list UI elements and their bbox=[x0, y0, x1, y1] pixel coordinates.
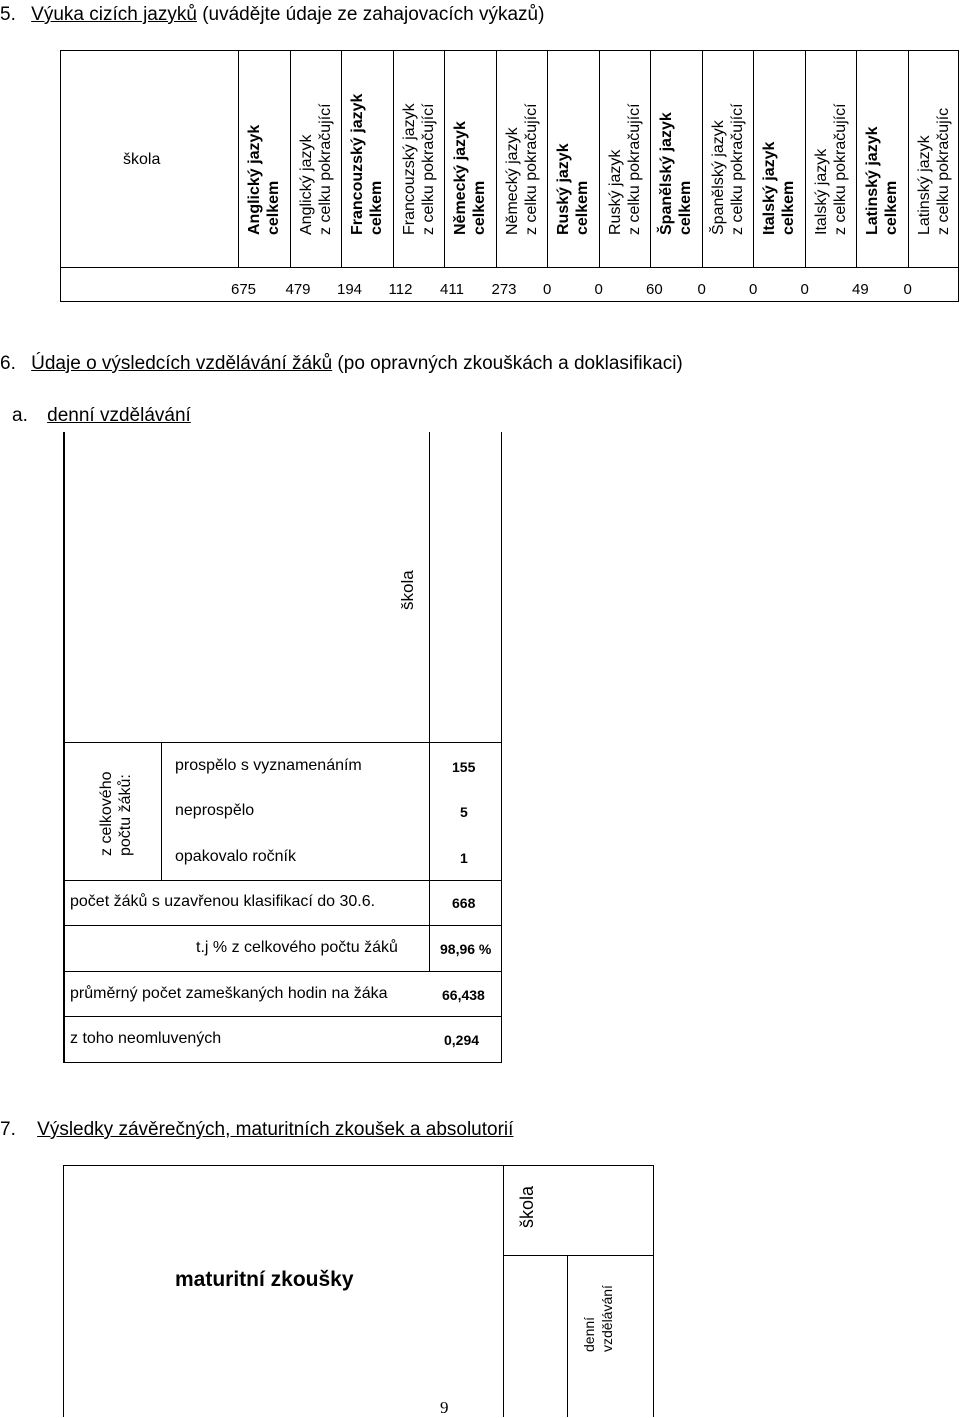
language-value: 0 bbox=[749, 281, 758, 298]
section7-number: 7. bbox=[0, 1119, 16, 1140]
row-failed-label: neprospělo bbox=[175, 802, 255, 819]
section5-number: 5. bbox=[0, 4, 16, 25]
language-value: 0 bbox=[543, 281, 552, 298]
language-column-header: Anglický jazyk celkem bbox=[238, 51, 290, 267]
language-value: 273 bbox=[491, 281, 517, 298]
daily-study-label: denní vzdělávání bbox=[581, 1285, 615, 1352]
row-failed-value: 5 bbox=[460, 804, 468, 820]
language-table bbox=[60, 50, 959, 302]
section6-title: Údaje o výsledcích vzdělávání žáků bbox=[31, 353, 333, 374]
language-table-school-header: škola bbox=[123, 151, 161, 168]
section6-sub-letter: a. bbox=[12, 405, 28, 426]
language-value: 0 bbox=[800, 281, 809, 298]
language-column-header: Francouzský jazyk celkem bbox=[341, 51, 393, 267]
language-value: 0 bbox=[594, 281, 603, 298]
language-value: 675 bbox=[231, 281, 257, 298]
language-column-header: Ruský jazyk celkem bbox=[547, 51, 599, 267]
section6-subheading bbox=[12, 405, 191, 427]
unexcused-label: z toho neomluvených bbox=[70, 1030, 222, 1047]
language-column-header: Latinský jazyk celkem bbox=[856, 51, 908, 267]
section7-title: Výsledky závěrečných, maturitních zkoušek a absolutorií bbox=[37, 1119, 514, 1140]
average-absence-label: průměrný počet zameškaných hodin na žáka bbox=[70, 985, 388, 1002]
language-value: 0 bbox=[903, 281, 912, 298]
results-group-label: z celkového počtu žáků: bbox=[98, 771, 134, 856]
page-number: 9 bbox=[440, 1398, 449, 1417]
closed-classification-value: 668 bbox=[452, 895, 476, 911]
language-column-header: Ruský jazyk z celku pokračující bbox=[599, 51, 651, 267]
language-table-value-row bbox=[61, 267, 958, 268]
language-value: 479 bbox=[285, 281, 311, 298]
row-honors-label: prospělo s vyznamenáním bbox=[175, 757, 362, 774]
language-value: 112 bbox=[388, 281, 413, 298]
closed-classification-label: počet žáků s uzavřenou klasifikací do 30.6. bbox=[70, 893, 376, 910]
results-table-school-header: škola bbox=[398, 570, 417, 610]
section6-heading bbox=[0, 353, 683, 375]
section5-title: Výuka cizích jazyků bbox=[31, 4, 197, 25]
language-column-header: Německý jazyk z celku pokračující bbox=[496, 51, 548, 267]
language-value: 0 bbox=[697, 281, 706, 298]
language-column-header: Španělský jazyk z celku pokračující bbox=[702, 51, 754, 267]
section6-sub-title: denní vzdělávání bbox=[47, 405, 191, 426]
percent-value: 98,96 % bbox=[440, 941, 492, 957]
section7-heading bbox=[0, 1119, 513, 1141]
average-absence-value: 66,438 bbox=[442, 987, 485, 1003]
row-honors-value: 155 bbox=[452, 759, 476, 775]
language-column-header: Italský jazyk z celku pokračující bbox=[805, 51, 857, 267]
language-column-header: Německý jazyk celkem bbox=[444, 51, 496, 267]
language-value: 60 bbox=[646, 281, 663, 298]
row-repeated-label: opakovalo ročník bbox=[175, 848, 296, 865]
section5-note: (uvádějte údaje ze zahajovacích výkazů) bbox=[202, 4, 545, 25]
language-column-header: Španělský jazyk celkem bbox=[650, 51, 702, 267]
language-column-header: Anglický jazyk z celku pokračující bbox=[290, 51, 342, 267]
exam-table-school-header: škola bbox=[517, 1185, 537, 1228]
section6-number: 6. bbox=[0, 353, 16, 374]
percent-label: t.j % z celkového počtu žáků bbox=[196, 939, 398, 956]
language-column-header: Italský jazyk celkem bbox=[753, 51, 805, 267]
exam-type-label: maturitní zkoušky bbox=[175, 1268, 354, 1291]
language-value: 411 bbox=[440, 281, 464, 298]
language-column-header: Latinský jazyk z celku pokračujíc bbox=[908, 51, 960, 267]
section5-heading bbox=[0, 4, 544, 26]
language-value: 49 bbox=[852, 281, 869, 298]
unexcused-value: 0,294 bbox=[444, 1032, 480, 1048]
language-value: 194 bbox=[337, 281, 363, 298]
language-column-header: Francouzský jazyk z celku pokračující bbox=[393, 51, 445, 267]
section6-note: (po opravných zkouškách a doklasifikaci) bbox=[337, 353, 683, 374]
row-repeated-value: 1 bbox=[460, 850, 468, 866]
